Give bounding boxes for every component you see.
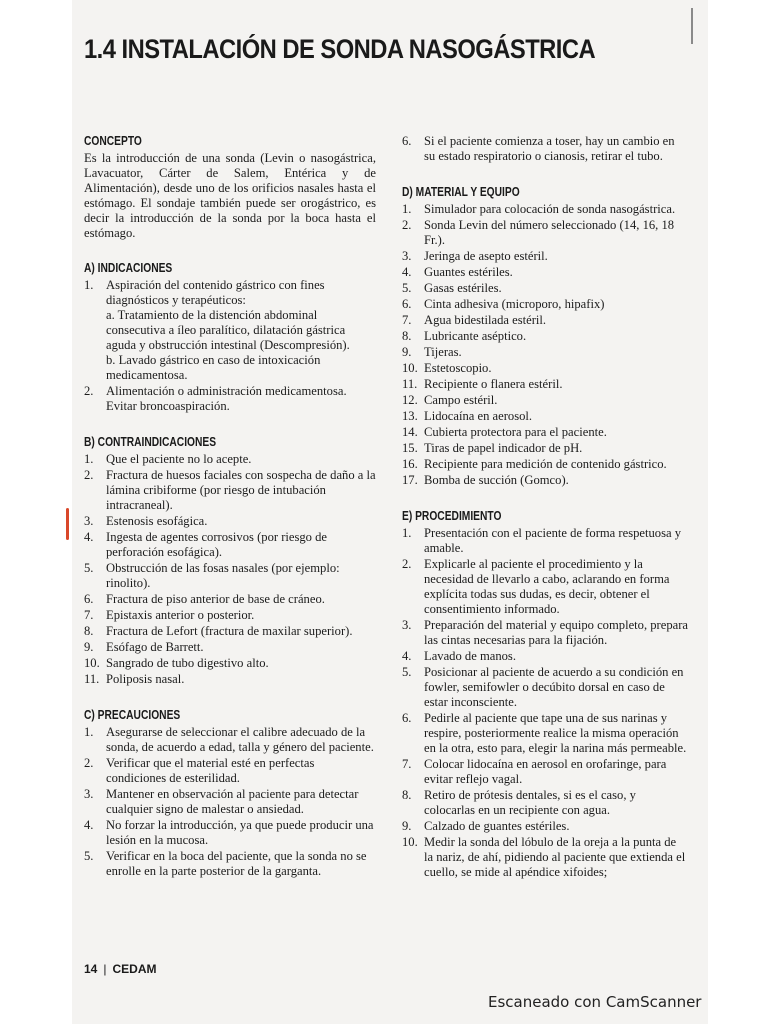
list-item [84,756,376,786]
item-text: Simulador para colocación de sonda nasogástrica. [424,202,676,216]
list-item [84,656,376,671]
item-number: 4. [402,649,412,663]
item-number: 1. [402,202,412,216]
list-item [402,345,688,360]
item-text: Fractura de piso anterior de base de cráneo. [106,592,325,606]
item-text: Verificar que el material esté en perfectas condiciones de esterilidad. [106,756,315,785]
item-number: 8. [402,329,412,343]
item-number: 6. [84,592,94,606]
item-text: Guantes estériles. [424,265,513,279]
list-item [84,530,376,560]
item-text: Lidocaína en aerosol. [424,409,533,423]
item-subpoint: b. Lavado gástrico en caso de intoxicación medicamentosa. [106,353,321,382]
item-text: Lubricante aséptico. [424,329,527,343]
item-number: 1. [84,278,94,292]
item-text: Campo estéril. [424,393,498,407]
scanner-watermark: Escaneado con CamScanner [488,993,702,1011]
list-item [402,835,688,880]
item-text: Esófago de Barrett. [106,640,204,654]
item-number: 4. [84,530,94,544]
item-number: 7. [402,313,412,327]
item-text: Pedirle al paciente que tape una de sus narinas y respire, posteriormente realice la misma operación en la otra, esto para, elegir la narina más permeable. [424,711,687,755]
item-number: 5. [84,561,94,575]
list-item [402,425,688,440]
item-number: 6. [402,297,412,311]
item-number: 5. [84,849,94,863]
left-column [84,134,376,880]
item-number: 9. [84,640,94,654]
item-text: Cubierta protectora para el paciente. [424,425,607,439]
list-item [402,618,688,648]
item-number: 4. [84,818,94,832]
list-item [402,249,688,264]
item-text: Explicarle al paciente el procedimiento y la necesidad de llevarlo a cabo, aclarando en forma explícita todas sus dudas, es decir, obtener el consentimiento informado. [424,557,670,616]
list-item [84,452,376,467]
document-title: 1.4 INSTALACIÓN DE SONDA NASOGÁSTRICA [84,34,596,64]
list-item [402,557,688,617]
item-number: 2. [402,218,412,232]
item-number: 5. [402,665,412,679]
item-text: Jeringa de asepto estéril. [424,249,548,263]
indicaciones-list [84,278,376,414]
item-text: Preparación del material y equipo completo, prepara las cintas necesarias para la fijación. [424,618,689,647]
item-text: Agua bidestilada estéril. [424,313,547,327]
list-item [402,473,688,488]
list-item [84,608,376,623]
list-item [84,468,376,513]
item-text: Medir la sonda del lóbulo de la oreja a la punta de la nariz, de ahí, pidiendo al paciente que extienda el cuello, se mide al apéndice xifoides; [424,835,686,879]
item-text: No forzar la introducción, ya que puede producir una lesión en la mucosa. [106,818,374,847]
item-number: 11. [84,672,100,686]
list-item [84,672,376,687]
contraindicaciones-list [84,452,376,687]
item-number: 2. [84,468,94,482]
list-item [402,377,688,392]
list-item [402,819,688,834]
list-item [84,514,376,529]
item-text: Obstrucción de las fosas nasales (por ejemplo: rinolito). [106,561,340,590]
item-number: 11. [402,377,418,391]
item-text: Sonda Levin del número seleccionado (14, 16, 18 Fr.). [424,218,675,247]
item-text: Recipiente o flanera estéril. [424,377,563,391]
list-item [402,788,688,818]
scan-margin [0,0,72,1024]
publisher-name: CEDAM [112,962,157,976]
list-item [402,281,688,296]
concepto-text: Es la introducción de una sonda (Levin o nasogástrica, Lavacuator, Cárter de Salem, Entérica y de Alimentación), desde uno de los orificios nasales hasta el estómago. El sondaje también puede ser orogástrico, es decir la introducción de la sonda por la boca hasta el estómago. [84,151,376,240]
item-text: Fractura de huesos faciales con sospecha de daño a la lámina cribiforme (por riesgo de intubación intracraneal). [106,468,376,512]
item-text: Cinta adhesiva (microporo, hipafix) [424,297,605,311]
footer-separator: | [103,962,107,976]
list-item [84,725,376,755]
item-text: Bomba de succión (Gomco). [424,473,569,487]
page-edge-mark [691,8,693,44]
list-item [84,849,376,879]
item-text: Que el paciente no lo acepte. [106,452,252,466]
item-number: 2. [84,384,94,398]
item-number: 1. [84,452,94,466]
list-item [402,526,688,556]
item-number: 6. [402,134,412,148]
page-footer [84,962,156,976]
item-text: Sangrado de tubo digestivo alto. [106,656,269,670]
item-number: 8. [84,624,94,638]
item-text: Tiras de papel indicador de pH. [424,441,583,455]
item-text: Calzado de guantes estériles. [424,819,570,833]
list-item [402,297,688,312]
item-number: 3. [402,249,412,263]
item-text: Asegurarse de seleccionar el calibre adecuado de la sonda, de acuerdo a edad, talla y género del paciente. [106,725,374,754]
item-number: 17. [402,473,418,487]
list-item [84,561,376,591]
item-number: 5. [402,281,412,295]
list-item [402,393,688,408]
list-item [402,134,688,164]
item-number: 2. [84,756,94,770]
item-number: 10. [402,835,418,849]
item-number: 3. [84,787,94,801]
list-item [402,265,688,280]
procedimiento-heading: E) PROCEDIMIENTO [402,509,502,523]
item-number: 13. [402,409,418,423]
item-number: 10. [84,656,100,670]
item-subpoint: a. Tratamiento de la distención abdominal consecutiva a íleo paralítico, dilatación gástrica aguda y obstrucción intestinal (Descompresión). [106,308,350,352]
highlighter-mark [66,508,69,540]
item-number: 1. [402,526,412,540]
item-number: 14. [402,425,418,439]
item-text: Presentación con el paciente de forma respetuosa y amable. [424,526,682,555]
item-number: 16. [402,457,418,471]
item-number: 1. [84,725,94,739]
concepto-heading: CONCEPTO [84,134,142,148]
item-text: Lavado de manos. [424,649,516,663]
item-text: Gasas estériles. [424,281,502,295]
list-item [84,592,376,607]
item-text: Poliposis nasal. [106,672,185,686]
item-number: 2. [402,557,412,571]
list-item [402,361,688,376]
list-item [84,384,376,414]
item-text [106,278,376,383]
item-text: Epistaxis anterior o posterior. [106,608,255,622]
precauciones-list-continued [402,134,688,164]
material-heading: D) MATERIAL Y EQUIPO [402,185,520,199]
item-text: Posicionar al paciente de acuerdo a su condición en fowler, semifowler o decúbito dorsal en caso de estar inconsciente. [424,665,684,709]
list-item [402,649,688,664]
item-number: 3. [84,514,94,528]
precauciones-list [84,725,376,879]
item-number: 4. [402,265,412,279]
item-text: Colocar lidocaína en aerosol en orofaringe, para evitar reflejo vagal. [424,757,667,786]
item-text: Estetoscopio. [424,361,492,375]
item-text: Retiro de prótesis dentales, si es el caso, y colocarlas en un recipiente con agua. [424,788,636,817]
precauciones-heading: C) PRECAUCIONES [84,708,181,722]
item-text: Ingesta de agentes corrosivos (por riesgo de perforación esofágica). [106,530,328,559]
contraindicaciones-heading: B) CONTRAINDICACIONES [84,435,217,449]
item-text: Mantener en observación al paciente para detectar cualquier signo de malestar o ansiedad. [106,787,359,816]
item-main-text: Aspiración del contenido gástrico con fines diagnósticos y terapéuticos: [106,278,325,307]
list-item [402,202,688,217]
list-item [402,441,688,456]
list-item [402,329,688,344]
item-number: 3. [402,618,412,632]
item-text: Tijeras. [424,345,462,359]
item-text: Si el paciente comienza a toser, hay un cambio en su estado respiratorio o cianosis, retirar el tubo. [424,134,675,163]
material-list [402,202,688,488]
procedimiento-list [402,526,688,880]
item-number: 7. [402,757,412,771]
list-item [402,711,688,756]
item-number: 6. [402,711,412,725]
list-item [402,665,688,710]
item-text: Estenosis esofágica. [106,514,208,528]
item-number: 9. [402,819,412,833]
list-item [84,818,376,848]
item-number: 10. [402,361,418,375]
list-item [84,640,376,655]
list-item [84,787,376,817]
right-column [402,134,688,881]
page-number: 14 [84,962,98,976]
list-item [402,757,688,787]
item-text: Alimentación o administración medicamentosa. Evitar broncoaspiración. [106,384,347,413]
list-item [402,409,688,424]
item-number: 7. [84,608,94,622]
indicaciones-heading: A) INDICACIONES [84,261,173,275]
item-text: Verificar en la boca del paciente, que la sonda no se enrolle en la parte posterior de la garganta. [106,849,367,878]
list-item [402,313,688,328]
list-item [402,218,688,248]
list-item [84,278,376,383]
item-text: Recipiente para medición de contenido gástrico. [424,457,667,471]
list-item [402,457,688,472]
list-item [84,624,376,639]
item-number: 9. [402,345,412,359]
item-number: 15. [402,441,418,455]
item-number: 8. [402,788,412,802]
item-number: 12. [402,393,418,407]
item-text: Fractura de Lefort (fractura de maxilar superior). [106,624,353,638]
